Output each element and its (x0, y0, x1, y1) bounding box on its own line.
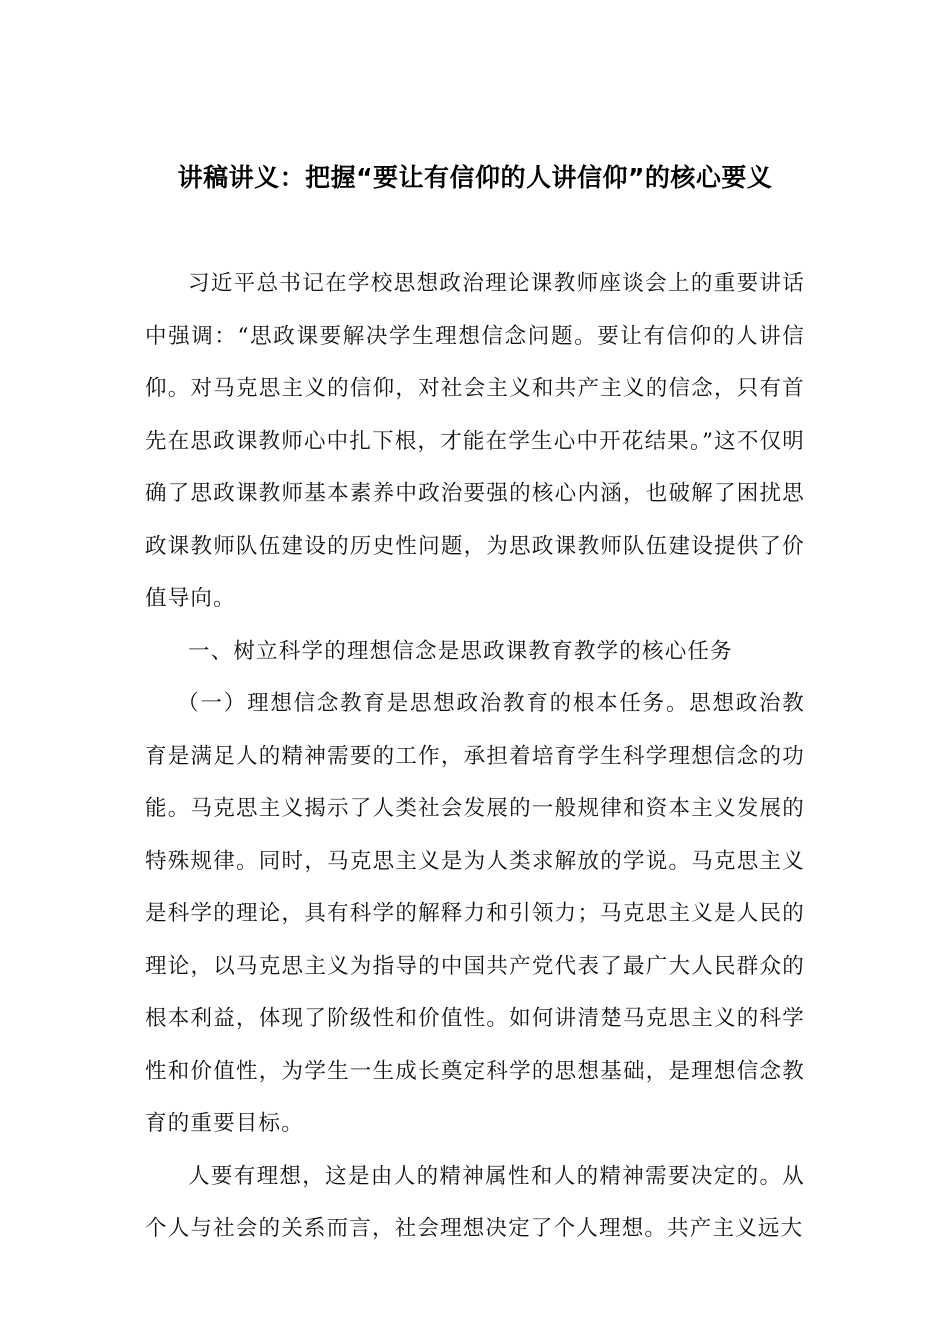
body-paragraph: 人要有理想，这是由人的精神属性和人的精神需要决定的。从个人与社会的关系而言，社会理想决定了个人理想。共产主义远大 (145, 1163, 805, 1241)
intro-paragraph: 习近平总书记在学校思想政治理论课教师座谈会上的重要讲话中强调：“思政课要解决学生理想信念问题。要让有信仰的人讲信仰。对马克思主义的信仰，对社会主义和共产主义的信念，只有首先在思政课教师心中扎下根，才能在学生心中开花结果。”这不仅明确了思政课教师基本素养中政治要强的核心内涵，也破解了困扰思政课教师队伍建设的历史性问题，为思政课教师队伍建设提供了价值导向。 (145, 271, 805, 611)
document-title: 讲稿讲义：把握“要让有信仰的人讲信仰”的核心要义 (177, 163, 773, 192)
document-body (145, 258, 805, 1256)
subsection-paragraph: （一）理想信念教育是思想政治教育的根本任务。思想政治教育是满足人的精神需要的工作，承担着培育学生科学理想信念的功能。马克思主义揭示了人类社会发展的一般规律和资本主义发展的特殊规律。同时，马克思主义是为人类求解放的学说。马克思主义是科学的理论，具有科学的解释力和引领力；马克思主义是人民的理论，以马克思主义为指导的中国共产党代表了最广大人民群众的根本利益，体现了阶级性和价值性。如何讲清楚马克思主义的科学性和价值性，为学生一生成长奠定科学的思想基础，是理想信念教育的重要目标。 (145, 691, 805, 1136)
section-heading: 一、树立科学的理想信念是思政课教育教学的核心任务 (188, 638, 733, 664)
